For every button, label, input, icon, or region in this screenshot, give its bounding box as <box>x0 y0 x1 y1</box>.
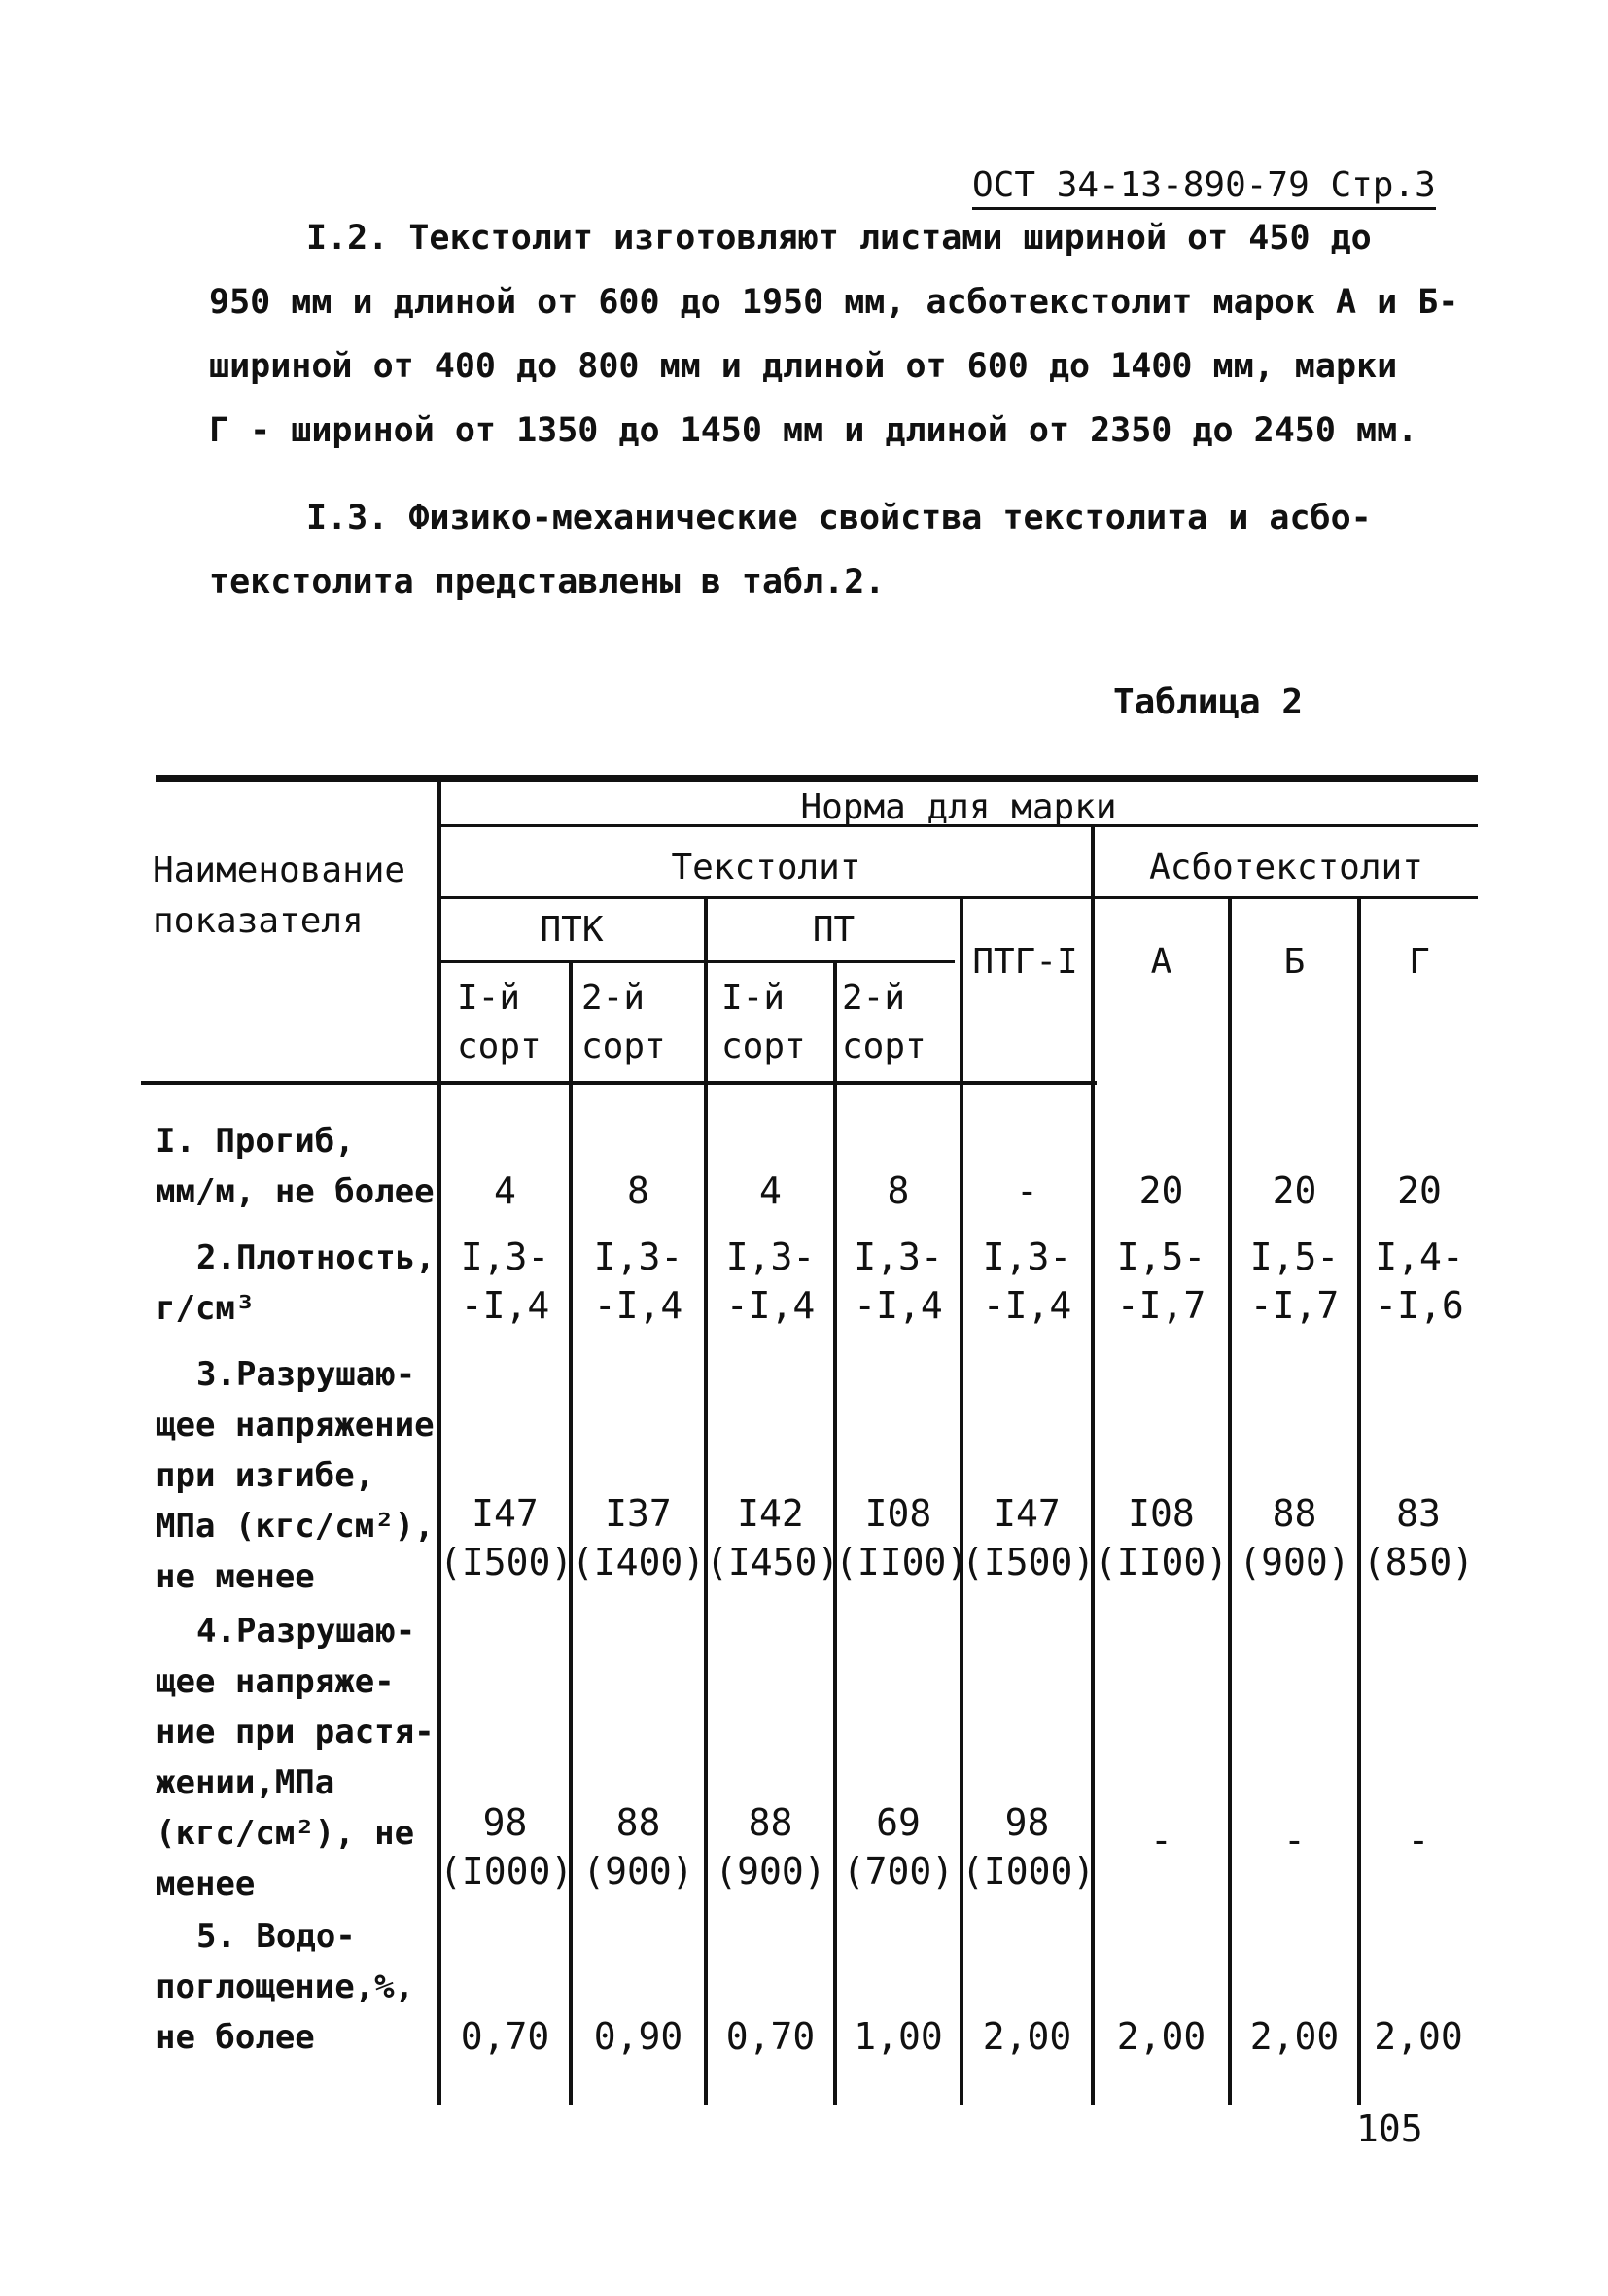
value-line: (I500) <box>961 1541 1096 1583</box>
page-number: 105 <box>1356 2107 1423 2150</box>
value-line: 69 <box>876 1801 921 1844</box>
value-line: 98 <box>482 1801 528 1844</box>
row-label-line: ние при растя- <box>156 1713 435 1752</box>
value-line: (I400) <box>571 1541 706 1583</box>
sort-line: сорт <box>457 1026 542 1066</box>
value-water-ptk-2: 0,90 <box>593 2015 683 2058</box>
value-line: (900) <box>1239 1541 1350 1583</box>
value-line: (II00) <box>835 1541 969 1583</box>
value-line: -I,4 <box>854 1284 943 1327</box>
value-tensile-pt-2 <box>835 1798 961 1896</box>
row-label-line: не менее <box>156 1557 315 1596</box>
value-line: -I,7 <box>1249 1284 1340 1327</box>
value-line: -I,4 <box>460 1284 550 1327</box>
row-label-line: жении,МПа <box>156 1763 335 1802</box>
value-line: I47 <box>994 1492 1061 1535</box>
value-tensile-g <box>1359 1816 1478 1864</box>
value-deflection-a: 20 <box>1138 1169 1184 1212</box>
value-density-g <box>1361 1233 1478 1330</box>
value-density-a <box>1095 1233 1228 1330</box>
value-line: -I,4 <box>982 1284 1072 1327</box>
header-brand-ptk: ПТК <box>540 910 604 950</box>
value-line: (700) <box>842 1850 955 1893</box>
value-line: (900) <box>582 1850 694 1893</box>
value-water-a: 2,00 <box>1116 2015 1206 2058</box>
paragraph-line: 950 мм и длиной от 600 до 1950 мм, асботекстолит марок А и Б- <box>209 283 1459 322</box>
value-bending-g <box>1359 1489 1478 1586</box>
document-header: ОСТ 34-13-890-79 Стр.3 <box>972 165 1436 210</box>
value-bending-ptg <box>961 1489 1096 1586</box>
value-bending-ptk-2 <box>571 1489 706 1586</box>
value-line: (900) <box>715 1850 826 1893</box>
value-water-pt-1: 0,70 <box>725 2015 816 2058</box>
value-line: I08 <box>1128 1492 1195 1535</box>
value-bending-pt-1 <box>706 1489 840 1586</box>
header-param-line: показателя <box>153 901 364 941</box>
table-top-rule <box>156 775 1478 782</box>
value-deflection-ptk-1: 4 <box>494 1169 516 1212</box>
value-line: I,5- <box>1116 1235 1206 1278</box>
rule-under-ptk-pt <box>439 960 955 963</box>
header-pt-sort1 <box>721 974 806 1071</box>
row-label-line: (кгс/см²), не <box>156 1814 415 1853</box>
header-brand-g: Г <box>1409 942 1430 982</box>
value-bending-pt-2 <box>835 1489 969 1586</box>
value-density-pt-1 <box>708 1233 833 1330</box>
value-line: I37 <box>605 1492 672 1535</box>
paragraph-line: I.2. Текстолит изготовляют листами шириной от 450 до <box>306 219 1372 258</box>
header-norm: Норма для марки <box>800 787 1117 827</box>
value-line: I,3- <box>725 1235 816 1278</box>
value-deflection-ptg: - <box>1016 1169 1038 1212</box>
value-tensile-b <box>1230 1816 1359 1864</box>
row-label-line: 2.Плотность, <box>196 1238 436 1277</box>
paragraph-line: Г - шириной от 1350 до 1450 мм и длиной от 2350 до 2450 мм. <box>209 411 1418 450</box>
sort-line: сорт <box>842 1026 926 1066</box>
header-param-line: Наименование <box>153 851 406 890</box>
value-line: I,3- <box>460 1235 550 1278</box>
row-label-line: 3.Разрушаю- <box>196 1355 416 1394</box>
value-tensile-ptg <box>961 1798 1096 1896</box>
row-label-density <box>156 1233 447 1334</box>
table-caption: Таблица 2 <box>1113 682 1304 722</box>
value-line: 88 <box>1272 1492 1317 1535</box>
table-header-bottom-rule <box>141 1081 1097 1085</box>
value-water-ptg: 2,00 <box>982 2015 1072 2058</box>
sort-line: сорт <box>721 1026 806 1066</box>
value-deflection-b: 20 <box>1272 1169 1317 1212</box>
value-water-pt-2: 1,00 <box>854 2015 943 2058</box>
header-group-asbo: Асботекстолит <box>1149 848 1423 887</box>
value-water-b: 2,00 <box>1249 2015 1340 2058</box>
value-line: 98 <box>1004 1801 1050 1844</box>
value-tensile-ptk-2 <box>571 1798 706 1896</box>
value-line: 88 <box>615 1801 661 1844</box>
row-label-line: МПа (кгс/см²), <box>156 1507 435 1546</box>
value-line: (I000) <box>439 1850 574 1893</box>
value-tensile-a <box>1093 1816 1230 1864</box>
row-label-line: поглощение,%, <box>156 1967 415 2006</box>
value-line: I,5- <box>1249 1235 1340 1278</box>
sort-line: I-й <box>457 978 521 1018</box>
row-label-line: щее напряже- <box>156 1662 395 1701</box>
value-line: -I,7 <box>1116 1284 1206 1327</box>
value-density-ptk-2 <box>573 1233 704 1330</box>
value-line: - <box>1150 1819 1172 1861</box>
paragraph-line: текстолита представлены в табл.2. <box>209 563 886 602</box>
value-line: -I,4 <box>593 1284 683 1327</box>
value-density-ptg <box>963 1233 1091 1330</box>
header-param-name <box>153 846 405 947</box>
row-label-line: при изгибе, <box>156 1456 375 1495</box>
value-density-b <box>1232 1233 1357 1330</box>
value-tensile-pt-1 <box>706 1798 835 1896</box>
paragraph-line: шириной от 400 до 800 мм и длиной от 600 до 1400 мм, марки <box>209 347 1398 386</box>
row-label-line: менее <box>156 1864 256 1903</box>
value-line: I08 <box>864 1492 932 1535</box>
row-label-line: г/см³ <box>156 1289 256 1328</box>
header-group-textolite: Текстолит <box>671 848 861 887</box>
value-line: I,3- <box>593 1235 683 1278</box>
value-line: - <box>1283 1819 1306 1861</box>
value-line: (II00) <box>1094 1541 1229 1583</box>
header-brand-pt: ПТ <box>812 910 856 950</box>
value-deflection-pt-2: 8 <box>887 1169 910 1212</box>
header-brand-ptg: ПТГ-I <box>972 942 1078 982</box>
sort-line: I-й <box>721 978 786 1018</box>
value-bending-ptk-1 <box>439 1489 574 1586</box>
value-line: (I500) <box>439 1541 574 1583</box>
value-tensile-ptk-1 <box>439 1798 574 1896</box>
value-line: 88 <box>748 1801 793 1844</box>
value-density-pt-2 <box>837 1233 960 1330</box>
row-label-line: 5. Водо- <box>196 1917 356 1956</box>
value-line: I,4- <box>1375 1235 1464 1278</box>
row-label-deflection <box>156 1116 447 1217</box>
header-pt-sort2 <box>842 974 926 1071</box>
paragraph-line: I.3. Физико-механические свойства текстолита и асбо- <box>306 499 1372 538</box>
value-deflection-g: 20 <box>1397 1169 1442 1212</box>
value-density-ptk-1 <box>441 1233 569 1330</box>
sort-line: сорт <box>581 1026 666 1066</box>
value-water-g: 2,00 <box>1374 2015 1463 2058</box>
rule-under-groups <box>439 896 1478 899</box>
row-label-line: щее напряжение <box>156 1406 435 1444</box>
sort-line: 2-й <box>581 978 646 1018</box>
value-line: I42 <box>737 1492 804 1535</box>
header-ptk-sort2 <box>581 974 666 1071</box>
value-water-ptk-1: 0,70 <box>460 2015 550 2058</box>
value-line: (I000) <box>961 1850 1096 1893</box>
value-line: -I,4 <box>725 1284 816 1327</box>
header-ptk-sort1 <box>457 974 542 1071</box>
col-rule-asbo <box>1091 826 1095 2105</box>
row-label-tensile-stress <box>156 1606 447 1909</box>
row-label-water-absorption <box>156 1911 447 2063</box>
value-line: (850) <box>1362 1541 1475 1583</box>
value-line: (I450) <box>706 1541 840 1583</box>
value-line: -I,6 <box>1375 1284 1464 1327</box>
value-deflection-pt-1: 4 <box>759 1169 782 1212</box>
value-bending-b <box>1230 1489 1359 1586</box>
row-label-bending-stress <box>156 1349 447 1602</box>
header-brand-a: А <box>1150 942 1172 982</box>
header-brand-b: Б <box>1283 942 1306 982</box>
value-line: I47 <box>472 1492 539 1535</box>
sort-line: 2-й <box>842 978 906 1018</box>
row-label-line: мм/м, не более <box>156 1172 435 1211</box>
row-label-line: не более <box>156 2018 315 2057</box>
value-line: I,3- <box>982 1235 1072 1278</box>
value-line: I,3- <box>854 1235 943 1278</box>
value-bending-a <box>1093 1489 1230 1586</box>
row-label-line: I. Прогиб, <box>156 1122 355 1161</box>
value-deflection-ptk-2: 8 <box>627 1169 649 1212</box>
value-line: 83 <box>1396 1492 1441 1535</box>
row-label-line: 4.Разрушаю- <box>196 1612 416 1651</box>
value-line: - <box>1407 1819 1430 1861</box>
